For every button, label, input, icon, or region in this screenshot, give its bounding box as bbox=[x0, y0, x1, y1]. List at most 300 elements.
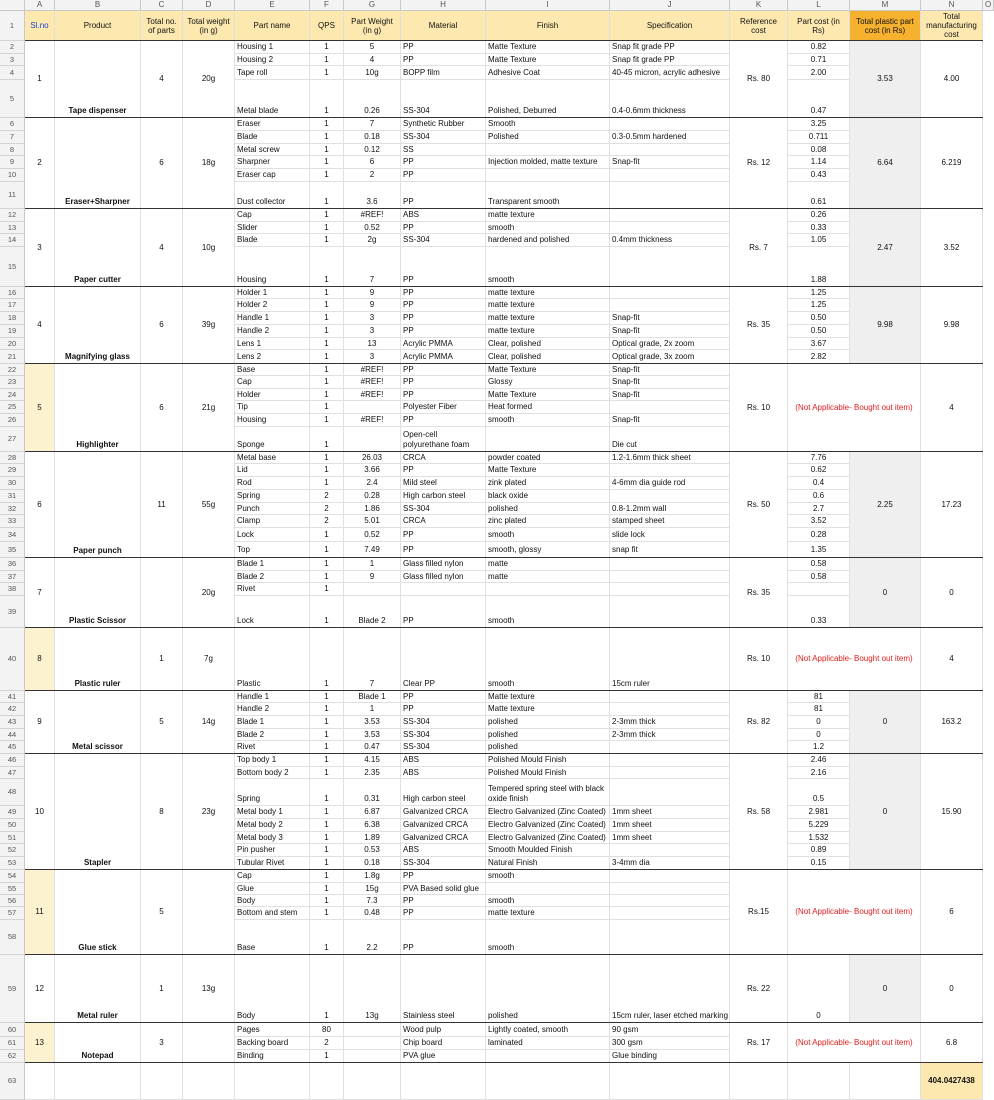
part-cost-cell[interactable]: 0.15 bbox=[788, 857, 850, 870]
qps-cell[interactable]: 1 bbox=[310, 389, 344, 401]
row-header[interactable]: 38 bbox=[0, 583, 25, 596]
total-weight-cell[interactable] bbox=[183, 1023, 235, 1063]
row-header[interactable]: 20 bbox=[0, 338, 25, 350]
part-cost-cell[interactable]: 2.00 bbox=[788, 66, 850, 80]
column-header-o[interactable]: O bbox=[983, 0, 994, 11]
specification-cell[interactable]: Die cut bbox=[610, 427, 730, 452]
row-header[interactable]: 2 bbox=[0, 41, 25, 54]
qps-cell[interactable]: 1 bbox=[310, 144, 344, 156]
finish-cell[interactable]: Electro Galvanized (Zinc Coated) bbox=[486, 806, 610, 819]
serial-number-cell[interactable]: 10 bbox=[25, 754, 55, 870]
part-name-cell[interactable]: Cap bbox=[235, 209, 310, 222]
total-weight-cell[interactable]: 20g bbox=[183, 41, 235, 118]
part-name-cell[interactable]: Slider bbox=[235, 222, 310, 234]
material-cell[interactable]: PVA glue bbox=[401, 1050, 486, 1063]
material-cell[interactable]: Galvanized CRCA bbox=[401, 832, 486, 844]
part-cost-cell[interactable]: 81 bbox=[788, 691, 850, 703]
total-plastic-cost-cell[interactable]: 3.53 bbox=[850, 41, 921, 118]
part-cost-cell[interactable]: 0.43 bbox=[788, 169, 850, 182]
finish-cell[interactable]: Polished, Deburred bbox=[486, 80, 610, 118]
finish-cell[interactable]: polished bbox=[486, 729, 610, 741]
row-header[interactable]: 14 bbox=[0, 234, 25, 247]
part-weight-cell[interactable]: 0.47 bbox=[344, 741, 401, 754]
specification-cell[interactable]: snap fit bbox=[610, 542, 730, 558]
finish-cell[interactable]: smooth bbox=[486, 596, 610, 628]
qps-cell[interactable]: 1 bbox=[310, 920, 344, 955]
part-weight-cell[interactable]: 0.48 bbox=[344, 907, 401, 920]
row-header[interactable]: 33 bbox=[0, 515, 25, 528]
part-cost-cell[interactable]: 7.76 bbox=[788, 452, 850, 464]
reference-cost-cell[interactable]: Rs. 10 bbox=[730, 628, 788, 691]
header-part-weight[interactable]: Part Weight (in g) bbox=[344, 11, 401, 41]
material-cell[interactable]: PP bbox=[401, 907, 486, 920]
part-weight-cell[interactable]: 2 bbox=[344, 169, 401, 182]
material-cell[interactable]: ABS bbox=[401, 767, 486, 779]
finish-cell[interactable]: matte texture bbox=[486, 299, 610, 312]
part-cost-cell[interactable]: 1.88 bbox=[788, 247, 850, 287]
specification-cell[interactable] bbox=[610, 144, 730, 156]
row-header[interactable]: 54 bbox=[0, 870, 25, 883]
column-header-h[interactable]: H bbox=[401, 0, 486, 11]
qps-cell[interactable]: 1 bbox=[310, 364, 344, 376]
specification-cell[interactable]: 1mm sheet bbox=[610, 832, 730, 844]
row-header[interactable]: 17 bbox=[0, 299, 25, 312]
material-cell[interactable]: PP bbox=[401, 156, 486, 169]
qps-cell[interactable]: 1 bbox=[310, 895, 344, 907]
part-name-cell[interactable]: Rivet bbox=[235, 741, 310, 754]
row-header[interactable]: 32 bbox=[0, 503, 25, 515]
qps-cell[interactable]: 1 bbox=[310, 312, 344, 325]
specification-cell[interactable]: Snap-fit bbox=[610, 389, 730, 401]
total-plastic-cost-cell[interactable]: 0 bbox=[850, 754, 921, 870]
part-weight-cell[interactable]: 7 bbox=[344, 247, 401, 287]
qps-cell[interactable]: 1 bbox=[310, 857, 344, 870]
part-cost-cell[interactable]: 0.58 bbox=[788, 571, 850, 583]
material-cell[interactable]: Synthetic Rubber bbox=[401, 118, 486, 131]
total-manufacturing-cost-cell[interactable]: 4.00 bbox=[921, 41, 983, 118]
part-cost-cell[interactable]: 3.25 bbox=[788, 118, 850, 131]
total-weight-cell[interactable]: 13g bbox=[183, 955, 235, 1023]
part-name-cell[interactable]: Metal blade bbox=[235, 80, 310, 118]
finish-cell[interactable]: Heat formed bbox=[486, 401, 610, 414]
part-weight-cell[interactable]: #REF! bbox=[344, 389, 401, 401]
qps-cell[interactable]: 1 bbox=[310, 542, 344, 558]
specification-cell[interactable] bbox=[610, 287, 730, 299]
finish-cell[interactable] bbox=[486, 883, 610, 895]
specification-cell[interactable] bbox=[610, 401, 730, 414]
specification-cell[interactable]: Optical grade, 2x zoom bbox=[610, 338, 730, 350]
specification-cell[interactable] bbox=[610, 844, 730, 857]
qps-cell[interactable]: 1 bbox=[310, 401, 344, 414]
part-weight-cell[interactable]: 10g bbox=[344, 66, 401, 80]
part-cost-cell[interactable]: 0.5 bbox=[788, 779, 850, 806]
empty-cell[interactable] bbox=[141, 1063, 183, 1100]
finish-cell[interactable]: Matte Texture bbox=[486, 364, 610, 376]
part-cost-cell[interactable]: 0.71 bbox=[788, 54, 850, 66]
part-weight-cell[interactable]: 1 bbox=[344, 703, 401, 716]
part-name-cell[interactable]: Binding bbox=[235, 1050, 310, 1063]
part-weight-cell[interactable]: 7 bbox=[344, 118, 401, 131]
specification-cell[interactable]: 0.8-1.2mm wall bbox=[610, 503, 730, 515]
part-cost-cell[interactable]: 1.25 bbox=[788, 287, 850, 299]
material-cell[interactable]: PP bbox=[401, 325, 486, 338]
total-manufacturing-cost-cell[interactable]: 163.2 bbox=[921, 691, 983, 754]
total-parts-cell[interactable]: 1 bbox=[141, 955, 183, 1023]
specification-cell[interactable]: Optical grade, 3x zoom bbox=[610, 350, 730, 364]
total-weight-cell[interactable]: 10g bbox=[183, 209, 235, 287]
part-weight-cell[interactable]: Blade 1 bbox=[344, 691, 401, 703]
part-name-cell[interactable]: Sponge bbox=[235, 427, 310, 452]
specification-cell[interactable]: 15cm ruler, laser etched marking bbox=[610, 955, 730, 1023]
part-name-cell[interactable]: Pin pusher bbox=[235, 844, 310, 857]
total-parts-cell[interactable]: 6 bbox=[141, 287, 183, 364]
specification-cell[interactable] bbox=[610, 169, 730, 182]
material-cell[interactable]: PP bbox=[401, 41, 486, 54]
row-header[interactable]: 52 bbox=[0, 844, 25, 857]
row-header[interactable]: 22 bbox=[0, 364, 25, 376]
row-header[interactable]: 15 bbox=[0, 247, 25, 287]
finish-cell[interactable]: Polished Mould Finish bbox=[486, 754, 610, 767]
material-cell[interactable]: PVA Based solid glue bbox=[401, 883, 486, 895]
specification-cell[interactable] bbox=[610, 571, 730, 583]
header-specification[interactable]: Specification bbox=[610, 11, 730, 41]
material-cell[interactable]: SS-304 bbox=[401, 503, 486, 515]
qps-cell[interactable]: 1 bbox=[310, 907, 344, 920]
qps-cell[interactable]: 1 bbox=[310, 528, 344, 542]
row-header[interactable]: 40 bbox=[0, 628, 25, 691]
total-manufacturing-cost-cell[interactable]: 4 bbox=[921, 364, 983, 452]
specification-cell[interactable] bbox=[610, 583, 730, 596]
material-cell[interactable]: CRCA bbox=[401, 452, 486, 464]
product-name-cell[interactable]: Paper punch bbox=[55, 452, 141, 558]
qps-cell[interactable]: 1 bbox=[310, 338, 344, 350]
part-name-cell[interactable]: Tape roll bbox=[235, 66, 310, 80]
material-cell[interactable]: PP bbox=[401, 376, 486, 389]
product-name-cell[interactable]: Eraser+Sharpner bbox=[55, 118, 141, 209]
part-name-cell[interactable]: Eraser bbox=[235, 118, 310, 131]
column-header-a[interactable]: A bbox=[25, 0, 55, 11]
row-header[interactable]: 60 bbox=[0, 1023, 25, 1037]
qps-cell[interactable]: 1 bbox=[310, 691, 344, 703]
row-header[interactable]: 31 bbox=[0, 490, 25, 503]
qps-cell[interactable]: 1 bbox=[310, 182, 344, 209]
finish-cell[interactable]: Adhesive Coat bbox=[486, 66, 610, 80]
part-weight-cell[interactable]: 4 bbox=[344, 54, 401, 66]
part-weight-cell[interactable] bbox=[344, 401, 401, 414]
material-cell[interactable]: Galvanized CRCA bbox=[401, 819, 486, 832]
part-name-cell[interactable]: Housing 2 bbox=[235, 54, 310, 66]
row-header[interactable]: 34 bbox=[0, 528, 25, 542]
column-header-j[interactable]: J bbox=[610, 0, 730, 11]
part-name-cell[interactable]: Lid bbox=[235, 464, 310, 477]
part-name-cell[interactable]: Sharpner bbox=[235, 156, 310, 169]
part-name-cell[interactable]: Housing 1 bbox=[235, 41, 310, 54]
row-header[interactable]: 62 bbox=[0, 1050, 25, 1063]
qps-cell[interactable]: 1 bbox=[310, 54, 344, 66]
part-cost-cell[interactable]: 2.7 bbox=[788, 503, 850, 515]
part-name-cell[interactable]: Handle 1 bbox=[235, 312, 310, 325]
specification-cell[interactable] bbox=[610, 558, 730, 571]
part-cost-cell[interactable]: 0 bbox=[788, 729, 850, 741]
part-name-cell[interactable]: Bottom and stem bbox=[235, 907, 310, 920]
part-cost-cell[interactable]: 1.25 bbox=[788, 299, 850, 312]
total-manufacturing-cost-cell[interactable]: 3.52 bbox=[921, 209, 983, 287]
material-cell[interactable]: PP bbox=[401, 389, 486, 401]
empty-cell[interactable] bbox=[183, 1063, 235, 1100]
finish-cell[interactable]: smooth bbox=[486, 920, 610, 955]
total-plastic-cost-cell[interactable]: 2.47 bbox=[850, 209, 921, 287]
reference-cost-cell[interactable]: Rs. 17 bbox=[730, 1023, 788, 1063]
specification-cell[interactable]: 2-3mm thick bbox=[610, 729, 730, 741]
row-header[interactable]: 23 bbox=[0, 376, 25, 389]
part-weight-cell[interactable]: 0.26 bbox=[344, 80, 401, 118]
part-name-cell[interactable]: Glue bbox=[235, 883, 310, 895]
material-cell[interactable]: PP bbox=[401, 247, 486, 287]
header-finish[interactable]: Finish bbox=[486, 11, 610, 41]
part-name-cell[interactable]: Blade 2 bbox=[235, 571, 310, 583]
row-header[interactable]: 27 bbox=[0, 427, 25, 452]
total-weight-cell[interactable] bbox=[183, 870, 235, 955]
qps-cell[interactable]: 1 bbox=[310, 80, 344, 118]
product-name-cell[interactable]: Highlighter bbox=[55, 364, 141, 452]
part-name-cell[interactable]: Blade 1 bbox=[235, 716, 310, 729]
finish-cell[interactable]: Matte texture bbox=[486, 703, 610, 716]
finish-cell[interactable]: matte texture bbox=[486, 209, 610, 222]
material-cell[interactable]: PP bbox=[401, 870, 486, 883]
select-all-corner[interactable] bbox=[0, 0, 25, 11]
part-cost-cell[interactable]: 3.67 bbox=[788, 338, 850, 350]
product-name-cell[interactable]: Plastic Scissor bbox=[55, 558, 141, 628]
total-parts-cell[interactable]: 3 bbox=[141, 1023, 183, 1063]
finish-cell[interactable]: matte bbox=[486, 558, 610, 571]
part-name-cell[interactable]: Cap bbox=[235, 376, 310, 389]
reference-cost-cell[interactable]: Rs. 80 bbox=[730, 41, 788, 118]
material-cell[interactable]: SS-304 bbox=[401, 741, 486, 754]
product-name-cell[interactable]: Stapler bbox=[55, 754, 141, 870]
material-cell[interactable]: Polyester Fiber bbox=[401, 401, 486, 414]
material-cell[interactable]: SS-304 bbox=[401, 80, 486, 118]
specification-cell[interactable] bbox=[610, 118, 730, 131]
part-name-cell[interactable]: Holder 2 bbox=[235, 299, 310, 312]
specification-cell[interactable]: Snap-fit bbox=[610, 325, 730, 338]
material-cell[interactable]: SS-304 bbox=[401, 716, 486, 729]
specification-cell[interactable] bbox=[610, 247, 730, 287]
qps-cell[interactable]: 1 bbox=[310, 583, 344, 596]
row-header[interactable]: 1 bbox=[0, 11, 25, 41]
material-cell[interactable]: PP bbox=[401, 464, 486, 477]
specification-cell[interactable]: 4-6mm dia guide rod bbox=[610, 477, 730, 490]
row-header[interactable]: 8 bbox=[0, 144, 25, 156]
finish-cell[interactable]: smooth bbox=[486, 247, 610, 287]
specification-cell[interactable]: 1.2-1.6mm thick sheet bbox=[610, 452, 730, 464]
specification-cell[interactable]: Snap-fit bbox=[610, 156, 730, 169]
reference-cost-cell[interactable]: Rs. 22 bbox=[730, 955, 788, 1023]
qps-cell[interactable]: 1 bbox=[310, 628, 344, 691]
qps-cell[interactable]: 1 bbox=[310, 414, 344, 427]
material-cell[interactable]: PP bbox=[401, 528, 486, 542]
finish-cell[interactable]: matte bbox=[486, 571, 610, 583]
total-plastic-cost-cell[interactable]: 0 bbox=[850, 691, 921, 754]
finish-cell[interactable] bbox=[486, 427, 610, 452]
finish-cell[interactable]: Transparent smooth bbox=[486, 182, 610, 209]
specification-cell[interactable] bbox=[610, 779, 730, 806]
specification-cell[interactable] bbox=[610, 691, 730, 703]
part-weight-cell[interactable]: #REF! bbox=[344, 376, 401, 389]
total-plastic-cost-cell[interactable]: 6.64 bbox=[850, 118, 921, 209]
specification-cell[interactable]: Snap fit grade PP bbox=[610, 54, 730, 66]
qps-cell[interactable]: 1 bbox=[310, 571, 344, 583]
total-weight-cell[interactable]: 18g bbox=[183, 118, 235, 209]
row-header[interactable]: 29 bbox=[0, 464, 25, 477]
material-cell[interactable]: PP bbox=[401, 895, 486, 907]
total-parts-cell[interactable] bbox=[141, 558, 183, 628]
material-cell[interactable]: Open-cell polyurethane foam bbox=[401, 427, 486, 452]
part-weight-cell[interactable]: 6.87 bbox=[344, 806, 401, 819]
part-weight-cell[interactable]: 3.53 bbox=[344, 729, 401, 741]
material-cell[interactable]: Chip board bbox=[401, 1037, 486, 1050]
empty-cell[interactable] bbox=[610, 1063, 730, 1100]
row-header[interactable]: 9 bbox=[0, 156, 25, 169]
total-weight-cell[interactable]: 21g bbox=[183, 364, 235, 452]
finish-cell[interactable]: smooth bbox=[486, 414, 610, 427]
total-weight-cell[interactable]: 23g bbox=[183, 754, 235, 870]
part-weight-cell[interactable]: 9 bbox=[344, 287, 401, 299]
row-header[interactable]: 59 bbox=[0, 955, 25, 1023]
row-header[interactable]: 61 bbox=[0, 1037, 25, 1050]
finish-cell[interactable]: matte texture bbox=[486, 312, 610, 325]
part-cost-cell[interactable]: 0.62 bbox=[788, 464, 850, 477]
row-header[interactable]: 37 bbox=[0, 571, 25, 583]
qps-cell[interactable]: 1 bbox=[310, 779, 344, 806]
part-cost-cell[interactable]: 0 bbox=[788, 716, 850, 729]
empty-cell[interactable] bbox=[788, 1063, 850, 1100]
product-name-cell[interactable]: Glue stick bbox=[55, 870, 141, 955]
qps-cell[interactable]: 1 bbox=[310, 299, 344, 312]
finish-cell[interactable] bbox=[486, 169, 610, 182]
finish-cell[interactable]: Tempered spring steel with black oxide finish bbox=[486, 779, 610, 806]
finish-cell[interactable]: black oxide bbox=[486, 490, 610, 503]
row-header[interactable]: 7 bbox=[0, 131, 25, 144]
part-weight-cell[interactable]: 9 bbox=[344, 299, 401, 312]
row-header[interactable]: 48 bbox=[0, 779, 25, 806]
finish-cell[interactable]: Polished Mould Finish bbox=[486, 767, 610, 779]
material-cell[interactable]: Acrylic PMMA bbox=[401, 350, 486, 364]
specification-cell[interactable] bbox=[610, 490, 730, 503]
header-material[interactable]: Material bbox=[401, 11, 486, 41]
specification-cell[interactable] bbox=[610, 767, 730, 779]
column-header-g[interactable]: G bbox=[344, 0, 401, 11]
finish-cell[interactable]: matte texture bbox=[486, 907, 610, 920]
product-name-cell[interactable]: Magnifying glass bbox=[55, 287, 141, 364]
part-name-cell[interactable]: Handle 2 bbox=[235, 325, 310, 338]
part-name-cell[interactable]: Spring bbox=[235, 490, 310, 503]
specification-cell[interactable]: 15cm ruler bbox=[610, 628, 730, 691]
part-weight-cell[interactable]: 2.35 bbox=[344, 767, 401, 779]
qps-cell[interactable]: 1 bbox=[310, 41, 344, 54]
part-weight-cell[interactable]: 4.15 bbox=[344, 754, 401, 767]
row-header[interactable]: 53 bbox=[0, 857, 25, 870]
row-header[interactable]: 45 bbox=[0, 741, 25, 754]
qps-cell[interactable]: 1 bbox=[310, 477, 344, 490]
finish-cell[interactable]: polished bbox=[486, 503, 610, 515]
total-plastic-cost-cell[interactable]: 2.25 bbox=[850, 452, 921, 558]
specification-cell[interactable] bbox=[610, 754, 730, 767]
specification-cell[interactable]: Snap fit grade PP bbox=[610, 41, 730, 54]
part-name-cell[interactable]: Housing bbox=[235, 414, 310, 427]
finish-cell[interactable]: polished bbox=[486, 716, 610, 729]
part-weight-cell[interactable]: 7.49 bbox=[344, 542, 401, 558]
row-header[interactable]: 19 bbox=[0, 325, 25, 338]
header-qps[interactable]: QPS bbox=[310, 11, 344, 41]
part-name-cell[interactable]: Pages bbox=[235, 1023, 310, 1037]
part-name-cell[interactable]: Blade bbox=[235, 131, 310, 144]
part-name-cell[interactable]: Punch bbox=[235, 503, 310, 515]
material-cell[interactable]: PP bbox=[401, 691, 486, 703]
part-cost-cell[interactable]: 0.58 bbox=[788, 558, 850, 571]
part-name-cell[interactable]: Body bbox=[235, 895, 310, 907]
qps-cell[interactable]: 2 bbox=[310, 515, 344, 528]
qps-cell[interactable]: 1 bbox=[310, 350, 344, 364]
part-name-cell[interactable]: Plastic bbox=[235, 628, 310, 691]
part-weight-cell[interactable]: 0.18 bbox=[344, 131, 401, 144]
part-name-cell[interactable]: Rivet bbox=[235, 583, 310, 596]
part-weight-cell[interactable]: 3.66 bbox=[344, 464, 401, 477]
part-weight-cell[interactable]: 0.52 bbox=[344, 222, 401, 234]
header-total-weight[interactable]: Total weight (in g) bbox=[183, 11, 235, 41]
material-cell[interactable]: Clear PP bbox=[401, 628, 486, 691]
qps-cell[interactable]: 2 bbox=[310, 1037, 344, 1050]
row-header[interactable]: 49 bbox=[0, 806, 25, 819]
row-header[interactable]: 43 bbox=[0, 716, 25, 729]
part-cost-cell[interactable]: 0.6 bbox=[788, 490, 850, 503]
qps-cell[interactable]: 1 bbox=[310, 325, 344, 338]
specification-cell[interactable]: 300 gsm bbox=[610, 1037, 730, 1050]
material-cell[interactable]: PP bbox=[401, 312, 486, 325]
header-part-name[interactable]: Part name bbox=[235, 11, 310, 41]
row-header[interactable]: 21 bbox=[0, 350, 25, 364]
specification-cell[interactable] bbox=[610, 596, 730, 628]
column-header-l[interactable]: L bbox=[788, 0, 850, 11]
part-cost-cell[interactable]: 0.33 bbox=[788, 596, 850, 628]
finish-cell[interactable]: Injection molded, matte texture bbox=[486, 156, 610, 169]
row-header[interactable]: 58 bbox=[0, 920, 25, 955]
qps-cell[interactable]: 1 bbox=[310, 819, 344, 832]
qps-cell[interactable]: 1 bbox=[310, 596, 344, 628]
row-header[interactable]: 3 bbox=[0, 54, 25, 66]
specification-cell[interactable] bbox=[610, 883, 730, 895]
part-name-cell[interactable]: Body bbox=[235, 955, 310, 1023]
finish-cell[interactable]: Glossy bbox=[486, 376, 610, 389]
total-plastic-cost-cell[interactable]: 0 bbox=[850, 558, 921, 628]
not-applicable-cell[interactable]: (Not Applicable- Bought out item) bbox=[788, 1023, 921, 1063]
specification-cell[interactable] bbox=[610, 703, 730, 716]
product-name-cell[interactable]: Metal scissor bbox=[55, 691, 141, 754]
qps-cell[interactable]: 1 bbox=[310, 287, 344, 299]
header-total-mfg[interactable]: Total manufacturing cost bbox=[921, 11, 983, 41]
specification-cell[interactable] bbox=[610, 182, 730, 209]
material-cell[interactable]: Wood pulp bbox=[401, 1023, 486, 1037]
row-header[interactable]: 5 bbox=[0, 80, 25, 118]
qps-cell[interactable]: 1 bbox=[310, 1050, 344, 1063]
specification-cell[interactable]: slide lock bbox=[610, 528, 730, 542]
part-name-cell[interactable]: Blade 1 bbox=[235, 558, 310, 571]
part-name-cell[interactable]: Lock bbox=[235, 596, 310, 628]
part-name-cell[interactable]: Lens 2 bbox=[235, 350, 310, 364]
total-weight-cell[interactable]: 39g bbox=[183, 287, 235, 364]
row-header[interactable]: 63 bbox=[0, 1063, 25, 1100]
row-header[interactable]: 50 bbox=[0, 819, 25, 832]
part-cost-cell[interactable]: 0.4 bbox=[788, 477, 850, 490]
